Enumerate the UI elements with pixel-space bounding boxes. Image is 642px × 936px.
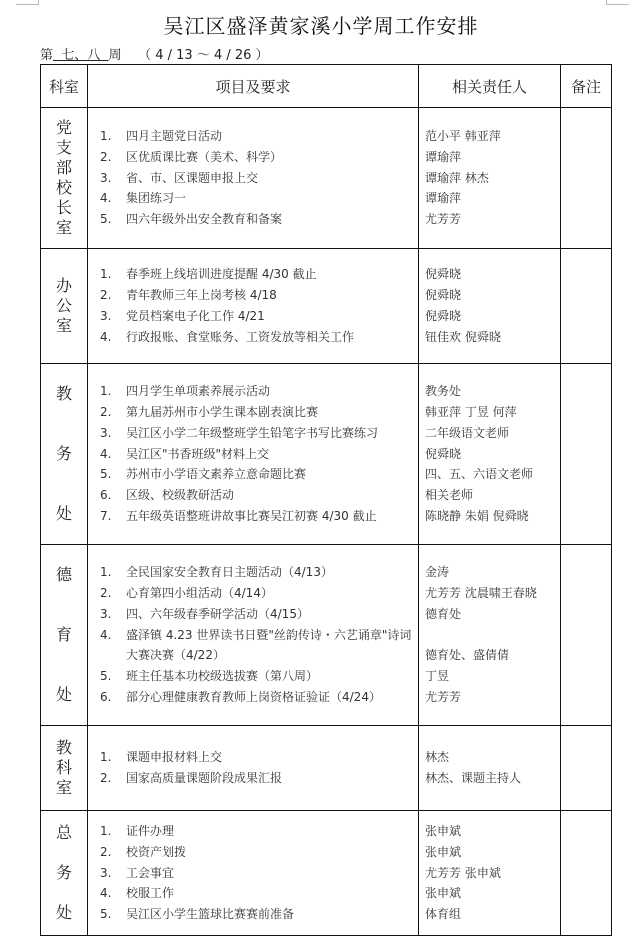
dept-char: 支: [55, 138, 72, 157]
responsible-person: 尤芳芳: [425, 689, 462, 704]
people-cell: [419, 249, 561, 364]
document-title: 吴江区盛泽黄家溪小学周工作安排: [163, 14, 479, 38]
responsible-person: 陈晓静 朱娟 倪舜晓: [425, 508, 529, 523]
responsible-person: 德育处: [425, 606, 462, 621]
list-item: [96, 604, 418, 625]
item-list: [96, 747, 418, 789]
responsible-person: 尤芳芳 张申斌: [425, 865, 501, 880]
dept-char: 务: [55, 444, 72, 463]
dept-char: 务: [55, 863, 72, 882]
responsible-person: 钮佳欢 倪舜晓: [425, 329, 501, 344]
item-number: 5.: [100, 669, 112, 684]
item-number: 5.: [100, 212, 112, 227]
responsible-person: 四、五、六语文老师: [425, 467, 534, 482]
responsible-person: 倪舜晓: [425, 309, 462, 323]
item-text: 省、市、区课题申报上交: [126, 170, 259, 185]
item-number: 7.: [100, 508, 112, 523]
items-cell: [88, 811, 419, 936]
notes-cell: [561, 811, 612, 936]
list-item: [96, 464, 418, 485]
dept-char: 育: [55, 625, 72, 644]
item-number: 1.: [100, 129, 112, 143]
header-people: 相关责任人: [419, 65, 561, 108]
dept-char: 室: [55, 778, 72, 797]
people-cell: [419, 726, 561, 811]
list-item: [96, 306, 418, 327]
item-number: 2.: [100, 149, 112, 164]
list-item: [96, 423, 418, 444]
table-row: [41, 364, 612, 545]
items-cell: [88, 726, 419, 811]
item-text: 校服工作: [126, 886, 175, 901]
list-item: [96, 666, 418, 687]
list-item: [96, 904, 418, 925]
item-text: 四月主题党日活动: [126, 129, 223, 143]
responsible-person: 林杰: [425, 750, 450, 765]
responsible-person: 二年级语文老师: [425, 425, 510, 440]
item-text: 党员档案电子化工作 4/21: [126, 309, 265, 323]
item-text: 五年级英语整班讲故事比赛吴江初赛 4/30 截止: [126, 508, 377, 523]
item-text: 四、六年级春季研学活动（4/15）: [126, 606, 309, 621]
items-cell: [88, 364, 419, 545]
date-range: （ 4 / 13 ～ 4 / 26 ）: [138, 48, 269, 63]
item-number: 3.: [100, 865, 112, 880]
week-suffix: 周: [108, 48, 122, 63]
item-number: 4.: [100, 329, 112, 344]
item-text: 国家高质量课题阶段成果汇报: [126, 771, 283, 785]
responsible-person: 德育处、盛倩倩: [425, 648, 510, 663]
list-item: [96, 209, 418, 230]
dept-char: 校: [55, 178, 72, 197]
responsible-person: 尤芳芳: [425, 212, 462, 227]
list-item: [96, 883, 418, 904]
item-list: [96, 126, 418, 230]
item-list: [96, 381, 418, 527]
item-text: 集团练习一: [126, 191, 187, 206]
item-text: 第九届苏州市小学生课本剧表演比赛: [126, 405, 319, 419]
dept-char: 教: [55, 384, 72, 403]
item-number: 5.: [100, 907, 112, 922]
responsible-person: 韩亚萍 丁昱 何萍: [425, 405, 517, 419]
item-number: 3.: [100, 170, 112, 185]
list-item: [96, 625, 418, 667]
notes-cell: [561, 545, 612, 726]
schedule-body: [41, 108, 612, 936]
item-text: 工会事宜: [126, 865, 175, 880]
dept-char: 办: [55, 276, 72, 295]
people-cell: [419, 545, 561, 726]
table-row: [41, 811, 612, 936]
table-row: [41, 249, 612, 364]
items-cell: [88, 108, 419, 249]
item-text: 吴江区小学生篮球比赛赛前准备: [126, 907, 295, 922]
dept-cell: [41, 726, 88, 811]
dept-char: 室: [55, 218, 72, 237]
item-number: 2.: [100, 844, 112, 859]
week-numbers: 七、八: [53, 48, 109, 63]
people-cell: [419, 108, 561, 249]
item-text: 校资产划拨: [126, 844, 187, 859]
item-text: 吴江区小学二年级整班学生铅笔字书写比赛练习: [126, 425, 379, 440]
item-text: 证件办理: [126, 824, 175, 838]
item-text: 春季班上线培训进度提醒 4/30 截止: [126, 267, 317, 282]
responsible-person: 谭瑜萍: [425, 191, 462, 206]
list-item: [96, 863, 418, 884]
dept-char: 处: [55, 685, 72, 704]
list-item: [96, 147, 418, 168]
item-text: 盛泽镇 4.23 世界读书日暨"丝韵传诗・六艺诵章"诗词大赛决赛（4/22）: [126, 627, 412, 663]
list-item: [96, 285, 418, 306]
notes-cell: [561, 726, 612, 811]
schedule-table: [40, 64, 612, 936]
list-item: [96, 842, 418, 863]
item-text: 行政报账、食堂账务、工资发放等相关工作: [126, 329, 355, 344]
responsible-person: 谭瑜萍: [425, 149, 462, 164]
dept-char: 长: [55, 198, 72, 217]
responsible-person: 相关老师: [425, 488, 474, 503]
item-number: 1.: [100, 267, 112, 282]
list-item: [96, 562, 418, 583]
responsible-person: [425, 625, 560, 646]
header-dept: 科室: [41, 65, 88, 108]
list-item: [96, 188, 418, 209]
item-number: 6.: [100, 689, 112, 704]
dept-char: 党: [55, 118, 72, 137]
item-list: [96, 562, 418, 708]
header-items: 项目及要求: [88, 65, 419, 108]
items-cell: [88, 249, 419, 364]
list-item: [96, 264, 418, 285]
dept-char: 总: [55, 823, 72, 842]
item-number: 6.: [100, 488, 112, 503]
item-text: 区优质课比赛（美术、科学）: [126, 149, 283, 164]
responsible-person: 张申斌: [425, 824, 462, 838]
item-number: 2.: [100, 586, 112, 600]
list-item: [96, 768, 418, 789]
item-text: 区级、校级教研活动: [126, 488, 235, 503]
people-cell: [419, 364, 561, 545]
list-item: [96, 583, 418, 604]
item-number: 3.: [100, 606, 112, 621]
dept-cell: [41, 811, 88, 936]
responsible-person: 张申斌: [425, 844, 462, 859]
responsible-person: 倪舜晓: [425, 267, 462, 282]
crop-mark-top-left: [16, 0, 39, 5]
dept-cell: [41, 545, 88, 726]
item-number: 2.: [100, 288, 112, 303]
item-number: 1.: [100, 750, 112, 765]
responsible-person: 倪舜晓: [425, 288, 462, 303]
header-notes: 备注: [561, 65, 612, 108]
dept-char: 科: [55, 758, 72, 777]
list-item: [96, 687, 418, 708]
item-text: 青年教师三年上岗考核 4/18: [126, 288, 277, 303]
list-item: [96, 168, 418, 189]
dept-char: 教: [55, 738, 72, 757]
list-item: [96, 402, 418, 423]
responsible-person: 范小平 韩亚萍: [425, 129, 501, 143]
list-item: [96, 821, 418, 842]
item-list: [96, 821, 418, 925]
item-number: 2.: [100, 405, 112, 419]
list-item: [96, 485, 418, 506]
table-row: [41, 545, 612, 726]
responsible-person: 教务处: [425, 384, 462, 399]
item-text: 部分心理健康教育教师上岗资格证验证（4/24）: [126, 689, 381, 704]
list-item: [96, 327, 418, 348]
item-number: 4.: [100, 446, 112, 461]
item-text: 四六年级外出安全教育和备案: [126, 212, 283, 227]
item-text: 四月学生单项素养展示活动: [126, 384, 271, 399]
crop-mark-top-right: [606, 0, 629, 5]
responsible-person: 金涛: [425, 565, 450, 580]
responsible-person: 谭瑜萍 林杰: [425, 170, 489, 185]
list-item: [96, 444, 418, 465]
dept-cell: [41, 249, 88, 364]
list-item: [96, 381, 418, 402]
responsible-person: 林杰、课题主持人: [425, 771, 522, 785]
item-text: 吴江区"书香班级"材料上交: [126, 446, 270, 461]
responsible-person: 体育组: [425, 907, 462, 922]
item-text: 班主任基本功校级选拔赛（第八周）: [126, 669, 319, 684]
item-number: 1.: [100, 384, 112, 399]
item-number: 4.: [100, 886, 112, 901]
dept-char: 公: [55, 296, 72, 315]
dept-char: 室: [55, 316, 72, 335]
dept-char: 处: [55, 903, 72, 922]
table-row: [41, 108, 612, 249]
item-number: 3.: [100, 425, 112, 440]
item-text: 课题申报材料上交: [126, 750, 223, 765]
item-text: 全民国家安全教育日主题活动（4/13）: [126, 565, 333, 580]
item-text: 苏州市小学语文素养立意命题比赛: [126, 467, 307, 482]
item-list: [96, 264, 418, 347]
responsible-person: 倪舜晓: [425, 446, 462, 461]
notes-cell: [561, 249, 612, 364]
notes-cell: [561, 364, 612, 545]
table-row: [41, 726, 612, 811]
items-cell: [88, 545, 419, 726]
item-number: 5.: [100, 467, 112, 482]
list-item: [96, 747, 418, 768]
list-item: [96, 126, 418, 147]
list-item: [96, 506, 418, 527]
dept-char: 德: [55, 565, 72, 584]
responsible-person: 张申斌: [425, 886, 462, 901]
item-number: 1.: [100, 565, 112, 580]
notes-cell: [561, 108, 612, 249]
dept-char: 处: [55, 504, 72, 523]
dept-cell: [41, 364, 88, 545]
item-number: 1.: [100, 824, 112, 838]
item-number: 3.: [100, 309, 112, 323]
header-row: [41, 65, 612, 108]
dept-cell: [41, 108, 88, 249]
item-number: 4.: [100, 191, 112, 206]
responsible-person: 丁昱: [425, 669, 450, 684]
week-prefix: 第: [40, 48, 54, 63]
item-text: 心育第四小组活动（4/14）: [126, 586, 273, 600]
week-line: [40, 44, 269, 63]
item-number: 4.: [100, 627, 112, 642]
dept-char: 部: [55, 158, 72, 177]
people-cell: [419, 811, 561, 936]
item-number: 2.: [100, 771, 112, 785]
responsible-person: 尤芳芳 沈晨啸王春晓: [425, 586, 537, 600]
